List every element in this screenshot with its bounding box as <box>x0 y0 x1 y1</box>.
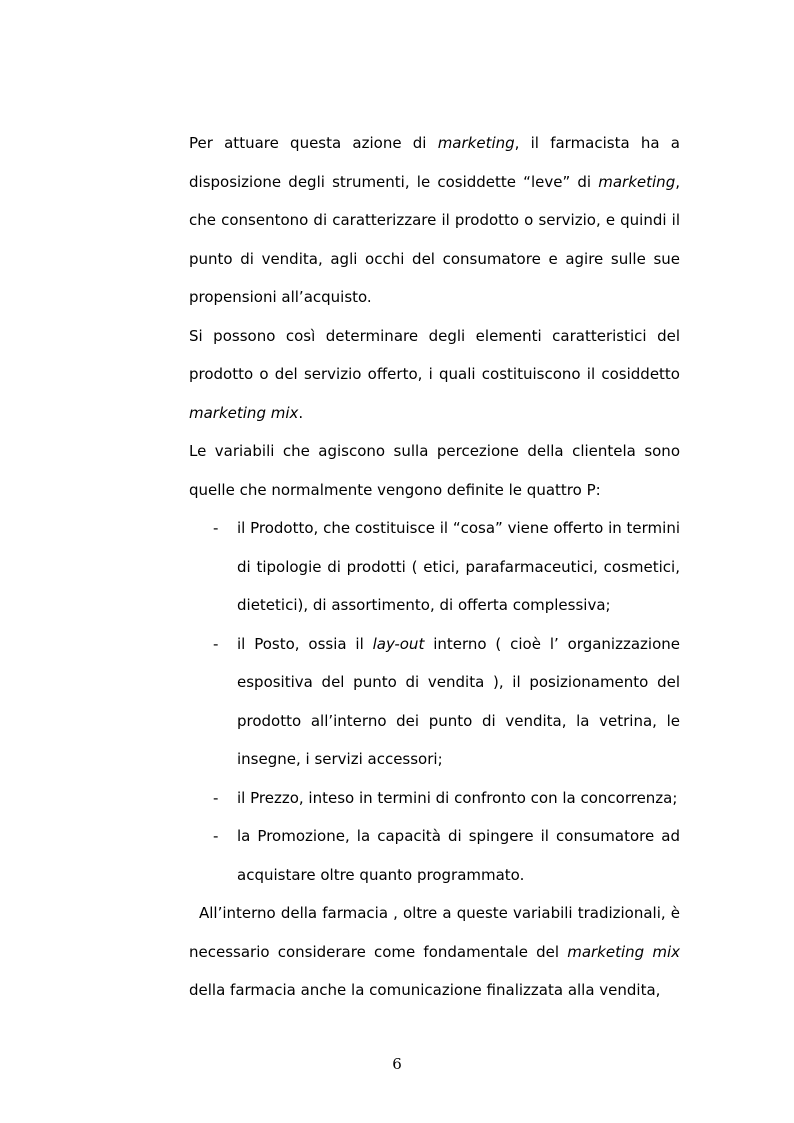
list-item-promozione <box>189 817 680 894</box>
text-span: All’interno della farmacia , oltre a queste variabili tradizionali, è necessario considerare come fondamentale del <box>189 904 680 961</box>
text-span: della farmacia anche la comunicazione finalizzata alla vendita, <box>189 981 661 999</box>
list-item-text: il Prodotto, che costituisce il “cosa” viene offerto in termini di tipologie di prodotti ( etici, parafarmaceutici, cosmetici, dietetici), di assortimento, di offerta complessiva; <box>237 519 680 614</box>
list-dash: - <box>213 634 219 653</box>
list-dash: - <box>213 519 219 537</box>
italic-term: marketing <box>598 172 676 191</box>
four-p-list <box>189 509 680 894</box>
document-body <box>189 124 680 1010</box>
list-item-text: il Posto, ossia il <box>237 634 373 653</box>
text-span: Si possono così determinare degli elementi caratteristici del prodotto o del servizio offerto, i quali costituiscono il cosiddetto <box>189 326 680 383</box>
list-item-prodotto <box>189 509 680 625</box>
text-span: , che consentono di caratterizzare il prodotto o servizio, e quindi il punto di vendita, agli occhi del consumatore e agire sulle sue propensioni all’acquisto. <box>189 172 680 306</box>
page-number: 6 <box>392 1055 402 1073</box>
list-item-prezzo <box>189 779 680 818</box>
italic-term: marketing mix <box>567 942 680 961</box>
italic-term: lay-out <box>372 634 425 653</box>
text-span: , il farmacista ha a disposizione degli strumenti, le cosiddette “leve” di <box>189 134 680 191</box>
list-item-text: la Promozione, la capacità di spingere il consumatore ad acquistare oltre quanto programmato. <box>237 827 680 884</box>
italic-term: marketing mix <box>189 403 299 422</box>
paragraph-leve-marketing <box>189 124 680 317</box>
paragraph-quattro-p: Le variabili che agiscono sulla percezione della clientela sono quelle che normalmente vengono definite le quattro P: <box>189 442 680 499</box>
italic-term: marketing <box>437 134 515 152</box>
text-span: Per attuare questa azione di <box>189 134 438 152</box>
list-item-text: interno ( cioè l’ organizzazione espositiva del punto di vendita ), il posizionamento del prodotto all’interno dei punto di vendita, la vetrina, le insegne, i servizi accessori; <box>237 634 680 768</box>
text-span: . <box>298 403 304 422</box>
list-dash: - <box>213 827 219 845</box>
list-item-text: il Prezzo, inteso in termini di confronto con la concorrenza; <box>237 788 678 807</box>
list-dash: - <box>213 788 219 807</box>
paragraph-marketing-mix <box>189 317 680 433</box>
list-item-posto <box>189 625 680 779</box>
paragraph-interno-farmacia <box>189 894 680 1010</box>
